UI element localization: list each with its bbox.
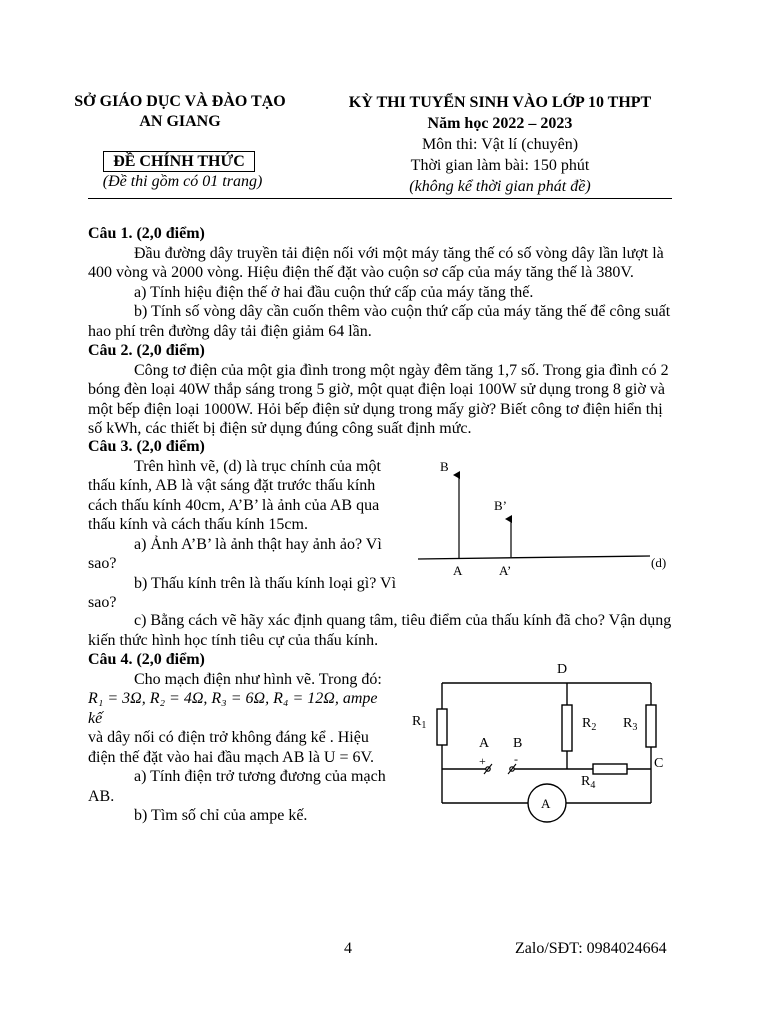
question-2-title: Câu 2. (2,0 điểm) <box>88 342 205 359</box>
question-4-intro: Cho mạch điện như hình vẽ. Trong đó: <box>134 670 382 688</box>
exam-info-block <box>330 92 670 197</box>
ammeter-label: A <box>541 796 551 811</box>
resistor-r3 <box>646 705 656 747</box>
question-3-part-b: b) Thấu kính trên là thấu kính loại gì? Vì sao? <box>88 574 397 611</box>
exam-title: KỲ THI TUYỂN SINH VÀO LỚP 10 THPT <box>348 94 652 111</box>
question-4-body: và dây nối có điện trở không đáng kể . Hiệu điện thế đặt vào hai đầu mạch AB là U = 6V. <box>88 729 374 766</box>
question-4-values: R₁ = 3Ω, R₂ = 4Ω, R₃ = 6Ω, R₄ = 12Ω, ampe kế <box>88 690 378 727</box>
subject: Môn thi: Vật lí (chuyên) <box>421 136 579 153</box>
question-3 <box>88 437 403 613</box>
duration-note: (không kể thời gian phát đề) <box>409 178 591 195</box>
question-4-title: Câu 4. (2,0 điểm) <box>88 651 205 668</box>
question-3-part-a: a) Ảnh A’B’ là ảnh thật hay ảnh ảo? Vì sao? <box>88 535 382 572</box>
header-divider <box>88 198 672 199</box>
label-A: A <box>479 736 490 751</box>
official-label: ĐỀ CHÍNH THỨC <box>103 151 255 172</box>
question-1-body: Đầu đường dây truyền tải điện nối với một máy tăng thế có số vòng dây lần lượt là 400 vòng và 2000 vòng. Hiệu điện thế đặt vào cuộn sơ cấp của máy tăng thế là 380V. <box>88 244 664 281</box>
pages-note: (Đề thi gồm có 01 trang) <box>102 173 263 190</box>
page-number: 4 <box>344 940 352 957</box>
label-B: B <box>440 459 449 474</box>
duration: Thời gian làm bài: 150 phút <box>410 157 590 174</box>
label-d: (d) <box>651 555 667 570</box>
principal-axis <box>418 556 650 559</box>
question-1-title: Câu 1. (2,0 điểm) <box>88 225 205 242</box>
question-2 <box>88 341 678 439</box>
resistor-r2 <box>562 705 572 751</box>
label-D: D <box>557 662 568 677</box>
label-C: C <box>654 756 664 771</box>
question-3-part-c-block <box>88 611 678 650</box>
label-minus: - <box>514 752 518 766</box>
school-year: Năm học 2022 – 2023 <box>427 115 573 132</box>
label-B-prime: B’ <box>494 498 507 513</box>
label-plus: + <box>479 754 486 768</box>
contact-info: Zalo/SĐT: 0984024664 <box>515 940 667 957</box>
label-A: A <box>453 563 463 578</box>
department-block <box>60 92 300 132</box>
label-B: B <box>513 736 523 751</box>
question-4 <box>88 650 393 826</box>
question-3-body: Trên hình vẽ, (d) là trục chính của một thấu kính, AB là vật sáng đặt trước thấu kính cách thấu kính 40cm, A’B’ là ảnh của AB qua thấu kính và cách thấu kính 15cm. <box>88 457 381 533</box>
question-4-part-a: a) Tính điện trở tương đương của mạch AB. <box>88 768 386 805</box>
question-4-part-b: b) Tìm số chỉ của ampe kế. <box>134 807 308 824</box>
resistor-r1 <box>437 709 447 745</box>
question-1-part-a: a) Tính hiệu điện thế ở hai đầu cuộn thứ cấp của máy tăng thế. <box>134 283 534 301</box>
label-A-prime: A’ <box>499 563 512 578</box>
question-3-title: Câu 3. (2,0 điểm) <box>88 438 205 455</box>
department-line-1: SỞ GIÁO DỤC VÀ ĐÀO TẠO <box>74 93 286 110</box>
label-R1: $R_1$ <box>412 714 427 731</box>
circuit-figure <box>408 655 676 827</box>
question-1-part-b: b) Tính số vòng dây cần cuốn thêm vào cuộn thứ cấp của máy tăng thế để công suất hao phí trên đường dây tải điện giảm 64 lần. <box>88 303 671 340</box>
lens-figure <box>410 455 680 585</box>
question-3-part-c: c) Bằng cách vẽ hãy xác định quang tâm, tiêu điểm của thấu kính đã cho? Vận dụng kiến thức hình học tính tiêu cự của thấu kính. <box>88 612 672 649</box>
label-R3: $R_3$ <box>623 716 638 733</box>
label-R4: $R_4$ <box>581 774 596 791</box>
resistor-r4 <box>593 764 627 774</box>
label-R2: $R_2$ <box>582 716 597 733</box>
department-line-2: AN GIANG <box>139 113 221 130</box>
question-1 <box>88 224 678 341</box>
question-2-body: Công tơ điện của một gia đình trong một ngày đêm tăng 1,7 số. Trong gia đình có 2 bóng đèn loại 40W thắp sáng trong 5 giờ, một quạt điện loại 100W sử dụng trong 8 giờ và một bếp điện loại 1000W. Hỏi bếp điện sử dụng trong mấy giờ? Biết công tơ điện hiển thị số kWh, các thiết bị điện sử dụng đúng công suất định mức. <box>88 361 669 437</box>
